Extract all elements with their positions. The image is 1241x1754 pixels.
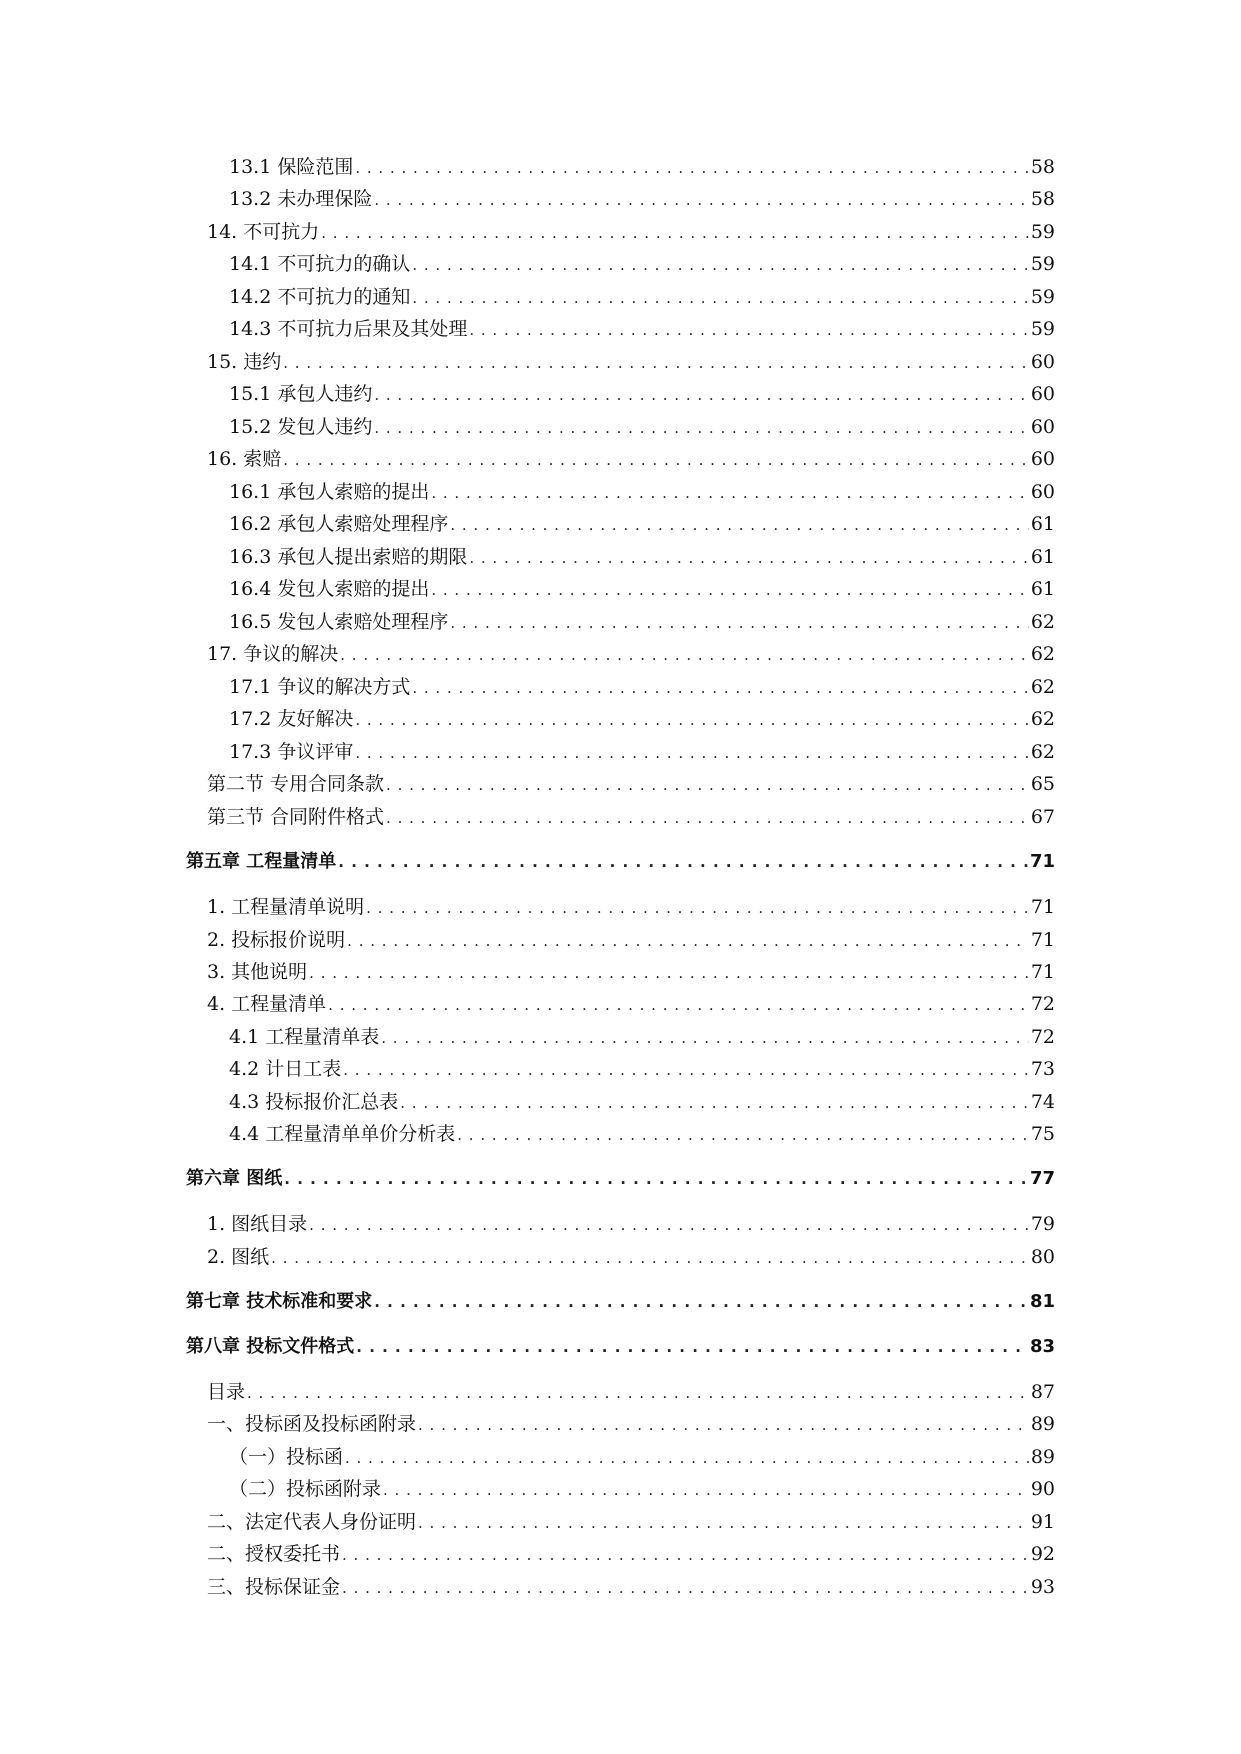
- dot-leader: [328, 990, 1029, 1020]
- toc-entry-label: 14.3 不可抗力后果及其处理: [229, 318, 468, 340]
- toc-entry-label: 16.5 发包人索赔处理程序: [229, 611, 449, 633]
- toc-entry-page: 71: [1030, 961, 1055, 983]
- toc-entry-page: 89: [1030, 1413, 1055, 1435]
- toc-entry[interactable]: [207, 1209, 1055, 1239]
- toc-entry-page: 59: [1030, 221, 1055, 243]
- dot-leader: [386, 770, 1029, 800]
- toc-entry[interactable]: [229, 184, 1055, 214]
- toc-entry-page: 80: [1030, 1246, 1055, 1268]
- dot-leader: [355, 738, 1028, 768]
- toc-entry-page: 62: [1030, 676, 1055, 698]
- toc-entry[interactable]: [229, 574, 1055, 604]
- dot-leader: [457, 1120, 1029, 1150]
- dot-leader: [355, 153, 1028, 183]
- toc-entry[interactable]: [229, 1119, 1055, 1149]
- toc-entry-page: 79: [1030, 1213, 1055, 1235]
- toc-entry-label: 第二节 专用合同条款: [207, 773, 385, 795]
- toc-entry-page: 89: [1030, 1446, 1055, 1468]
- toc-entry[interactable]: [207, 639, 1055, 669]
- toc-entry-page: 59: [1030, 286, 1055, 308]
- toc-entry-label: 1. 工程量清单说明: [207, 896, 365, 918]
- toc-entry-page: 81: [1029, 1291, 1055, 1312]
- dot-leader: [418, 1508, 1029, 1538]
- toc-chapter[interactable]: [186, 1164, 1055, 1194]
- dot-leader: [374, 185, 1028, 215]
- toc-entry-label: 13.1 保险范围: [229, 156, 354, 178]
- toc-entry[interactable]: [207, 444, 1055, 474]
- dot-leader: [343, 1055, 1029, 1085]
- toc-entry[interactable]: [229, 1442, 1055, 1472]
- toc-entry-page: 58: [1030, 156, 1055, 178]
- toc-entry-page: 61: [1030, 513, 1055, 535]
- toc-entry[interactable]: [207, 217, 1055, 247]
- toc-entry[interactable]: [207, 1572, 1055, 1602]
- dot-leader: [469, 543, 1028, 573]
- toc-entry-page: 74: [1030, 1091, 1055, 1113]
- dot-leader: [271, 1243, 1029, 1273]
- toc-entry[interactable]: [229, 737, 1055, 767]
- dot-leader: [347, 926, 1029, 956]
- dot-leader: [321, 218, 1029, 248]
- toc-entry-label: 4.3 投标报价汇总表: [229, 1091, 399, 1113]
- dot-leader: [283, 445, 1029, 475]
- toc-entry-label: 16.2 承包人索赔处理程序: [229, 513, 449, 535]
- toc-entry[interactable]: [229, 607, 1055, 637]
- toc-entry-page: 65: [1030, 773, 1055, 795]
- toc-entry-page: 92: [1030, 1543, 1055, 1565]
- toc-entry[interactable]: [229, 249, 1055, 279]
- dot-leader: [247, 1378, 1029, 1408]
- dot-leader: [450, 510, 1028, 540]
- toc-entry[interactable]: [229, 542, 1055, 572]
- dot-leader: [418, 1410, 1029, 1440]
- toc-entry-label: 一、投标函及投标函附录: [207, 1413, 417, 1435]
- toc-entry-label: 17.1 争议的解决方式: [229, 676, 411, 698]
- toc-entry-page: 87: [1030, 1381, 1055, 1403]
- toc-entry[interactable]: [229, 1474, 1055, 1504]
- toc-entry-page: 62: [1030, 643, 1055, 665]
- toc-entry-page: 62: [1030, 611, 1055, 633]
- toc-entry-page: 60: [1030, 448, 1055, 470]
- toc-entry-page: 73: [1030, 1058, 1055, 1080]
- toc-entry-page: 60: [1030, 416, 1055, 438]
- toc-entry-page: 67: [1030, 806, 1055, 828]
- toc-entry-page: 93: [1030, 1576, 1055, 1598]
- toc-chapter[interactable]: [186, 847, 1055, 877]
- toc-entry[interactable]: [229, 477, 1055, 507]
- toc-entry-label: 2. 图纸: [207, 1246, 270, 1268]
- toc-entry-label: 4.4 工程量清单单价分析表: [229, 1123, 456, 1145]
- toc-entry-page: 58: [1030, 188, 1055, 210]
- dot-leader: [383, 1475, 1029, 1505]
- toc-entry-label: 第三节 合同附件格式: [207, 806, 385, 828]
- toc-entry-page: 75: [1030, 1123, 1055, 1145]
- toc-entry[interactable]: [229, 509, 1055, 539]
- toc-chapter[interactable]: [186, 1332, 1055, 1362]
- toc-entry-label: 1. 图纸目录: [207, 1213, 308, 1235]
- toc-entry-label: 16. 索赔: [207, 448, 282, 470]
- toc-entry[interactable]: [229, 412, 1055, 442]
- toc-entry[interactable]: [207, 892, 1055, 922]
- toc-entry-page: 62: [1030, 741, 1055, 763]
- toc-entry[interactable]: [229, 1054, 1055, 1084]
- dot-leader: [309, 1210, 1029, 1240]
- toc-entry-label: 4.1 工程量清单表: [229, 1026, 380, 1048]
- toc-entry-page: 60: [1030, 351, 1055, 373]
- toc-entry[interactable]: [229, 672, 1055, 702]
- toc-entry-page: 72: [1030, 1026, 1055, 1048]
- toc-entry-label: 4. 工程量清单: [207, 993, 327, 1015]
- toc-entry-label: 3. 其他说明: [207, 961, 308, 983]
- dot-leader: [284, 1164, 1028, 1194]
- toc-entry-label: 4.2 计日工表: [229, 1058, 342, 1080]
- toc-entry-page: 61: [1030, 546, 1055, 568]
- dot-leader: [450, 608, 1028, 638]
- dot-leader: [366, 893, 1029, 923]
- toc-entry[interactable]: [229, 282, 1055, 312]
- toc-entry-label: 16.4 发包人索赔的提出: [229, 578, 430, 600]
- dot-leader: [309, 958, 1029, 988]
- toc-chapter[interactable]: [186, 1287, 1055, 1317]
- dot-leader: [412, 673, 1028, 703]
- toc-entry-label: 三、投标保证金: [207, 1576, 341, 1598]
- toc-entry-label: 第五章 工程量清单: [186, 851, 337, 872]
- dot-leader: [374, 380, 1028, 410]
- dot-leader: [283, 348, 1029, 378]
- toc-entry[interactable]: [229, 704, 1055, 734]
- toc-entry-label: 2. 投标报价说明: [207, 929, 346, 951]
- toc-entry-page: 61: [1030, 578, 1055, 600]
- dot-leader: [356, 1332, 1028, 1362]
- toc-entry-label: 14.2 不可抗力的通知: [229, 286, 411, 308]
- dot-leader: [338, 847, 1028, 877]
- dot-leader: [374, 1287, 1028, 1317]
- dot-leader: [355, 705, 1028, 735]
- toc-entry-page: 62: [1030, 708, 1055, 730]
- toc-entry-label: 第七章 技术标准和要求: [186, 1291, 373, 1312]
- dot-leader: [342, 1540, 1029, 1570]
- toc-entry-label: 14. 不可抗力: [207, 221, 320, 243]
- dot-leader: [400, 1088, 1029, 1118]
- toc-entry-label: 目录: [207, 1381, 246, 1403]
- toc-entry[interactable]: [207, 769, 1055, 799]
- toc-entry-page: 91: [1030, 1511, 1055, 1533]
- toc-entry-label: 13.2 未办理保险: [229, 188, 373, 210]
- toc-entry[interactable]: [207, 957, 1055, 987]
- toc-entry-page: 60: [1030, 481, 1055, 503]
- toc-entry[interactable]: [207, 1539, 1055, 1569]
- toc-entry-label: 二、授权委托书: [207, 1543, 341, 1565]
- toc-entry-label: 17. 争议的解决: [207, 643, 339, 665]
- toc-entry-page: 60: [1030, 383, 1055, 405]
- toc-entry-label: （二）投标函附录: [229, 1478, 382, 1500]
- toc-entry-label: 第八章 投标文件格式: [186, 1336, 355, 1357]
- toc-entry[interactable]: [229, 314, 1055, 344]
- toc-entry-page: 77: [1029, 1168, 1055, 1189]
- toc-entry[interactable]: [229, 1087, 1055, 1117]
- toc-entry[interactable]: [207, 802, 1055, 832]
- toc-entry-page: 71: [1030, 896, 1055, 918]
- toc-entry[interactable]: [229, 152, 1055, 182]
- dot-leader: [342, 1573, 1029, 1603]
- toc-entry[interactable]: [207, 1377, 1055, 1407]
- toc-entry-label: 17.3 争议评审: [229, 741, 354, 763]
- toc-entry-label: 第六章 图纸: [186, 1168, 283, 1189]
- toc-entry-label: 15.2 发包人违约: [229, 416, 373, 438]
- toc-entry-page: 72: [1030, 993, 1055, 1015]
- toc-entry[interactable]: [207, 347, 1055, 377]
- dot-leader: [431, 478, 1028, 508]
- toc-entry-page: 59: [1030, 318, 1055, 340]
- toc-entry-label: 16.3 承包人提出索赔的期限: [229, 546, 468, 568]
- toc-entry-label: 15. 违约: [207, 351, 282, 373]
- dot-leader: [412, 250, 1028, 280]
- toc-entry-label: 14.1 不可抗力的确认: [229, 253, 411, 275]
- dot-leader: [431, 575, 1028, 605]
- toc-entry-page: 71: [1029, 851, 1055, 872]
- dot-leader: [340, 640, 1029, 670]
- toc-entry[interactable]: [207, 1409, 1055, 1439]
- toc-entry-page: 59: [1030, 253, 1055, 275]
- dot-leader: [412, 283, 1028, 313]
- toc-entry[interactable]: [207, 1507, 1055, 1537]
- dot-leader: [386, 803, 1029, 833]
- dot-leader: [374, 413, 1028, 443]
- toc-entry-label: 17.2 友好解决: [229, 708, 354, 730]
- toc-entry-page: 71: [1030, 929, 1055, 951]
- toc-entry[interactable]: [207, 925, 1055, 955]
- toc-entry-page: 90: [1030, 1478, 1055, 1500]
- toc-entry-page: 83: [1029, 1336, 1055, 1357]
- dot-leader: [381, 1023, 1029, 1053]
- toc-entry-label: 16.1 承包人索赔的提出: [229, 481, 430, 503]
- dot-leader: [469, 315, 1028, 345]
- toc-entry[interactable]: [229, 379, 1055, 409]
- toc-entry[interactable]: [207, 989, 1055, 1019]
- dot-leader: [345, 1443, 1029, 1473]
- toc-entry-label: 二、法定代表人身份证明: [207, 1511, 417, 1533]
- toc-entry-label: 15.1 承包人违约: [229, 383, 373, 405]
- toc-entry[interactable]: [207, 1242, 1055, 1272]
- toc-entry-label: （一）投标函: [229, 1446, 344, 1468]
- toc-entry[interactable]: [229, 1022, 1055, 1052]
